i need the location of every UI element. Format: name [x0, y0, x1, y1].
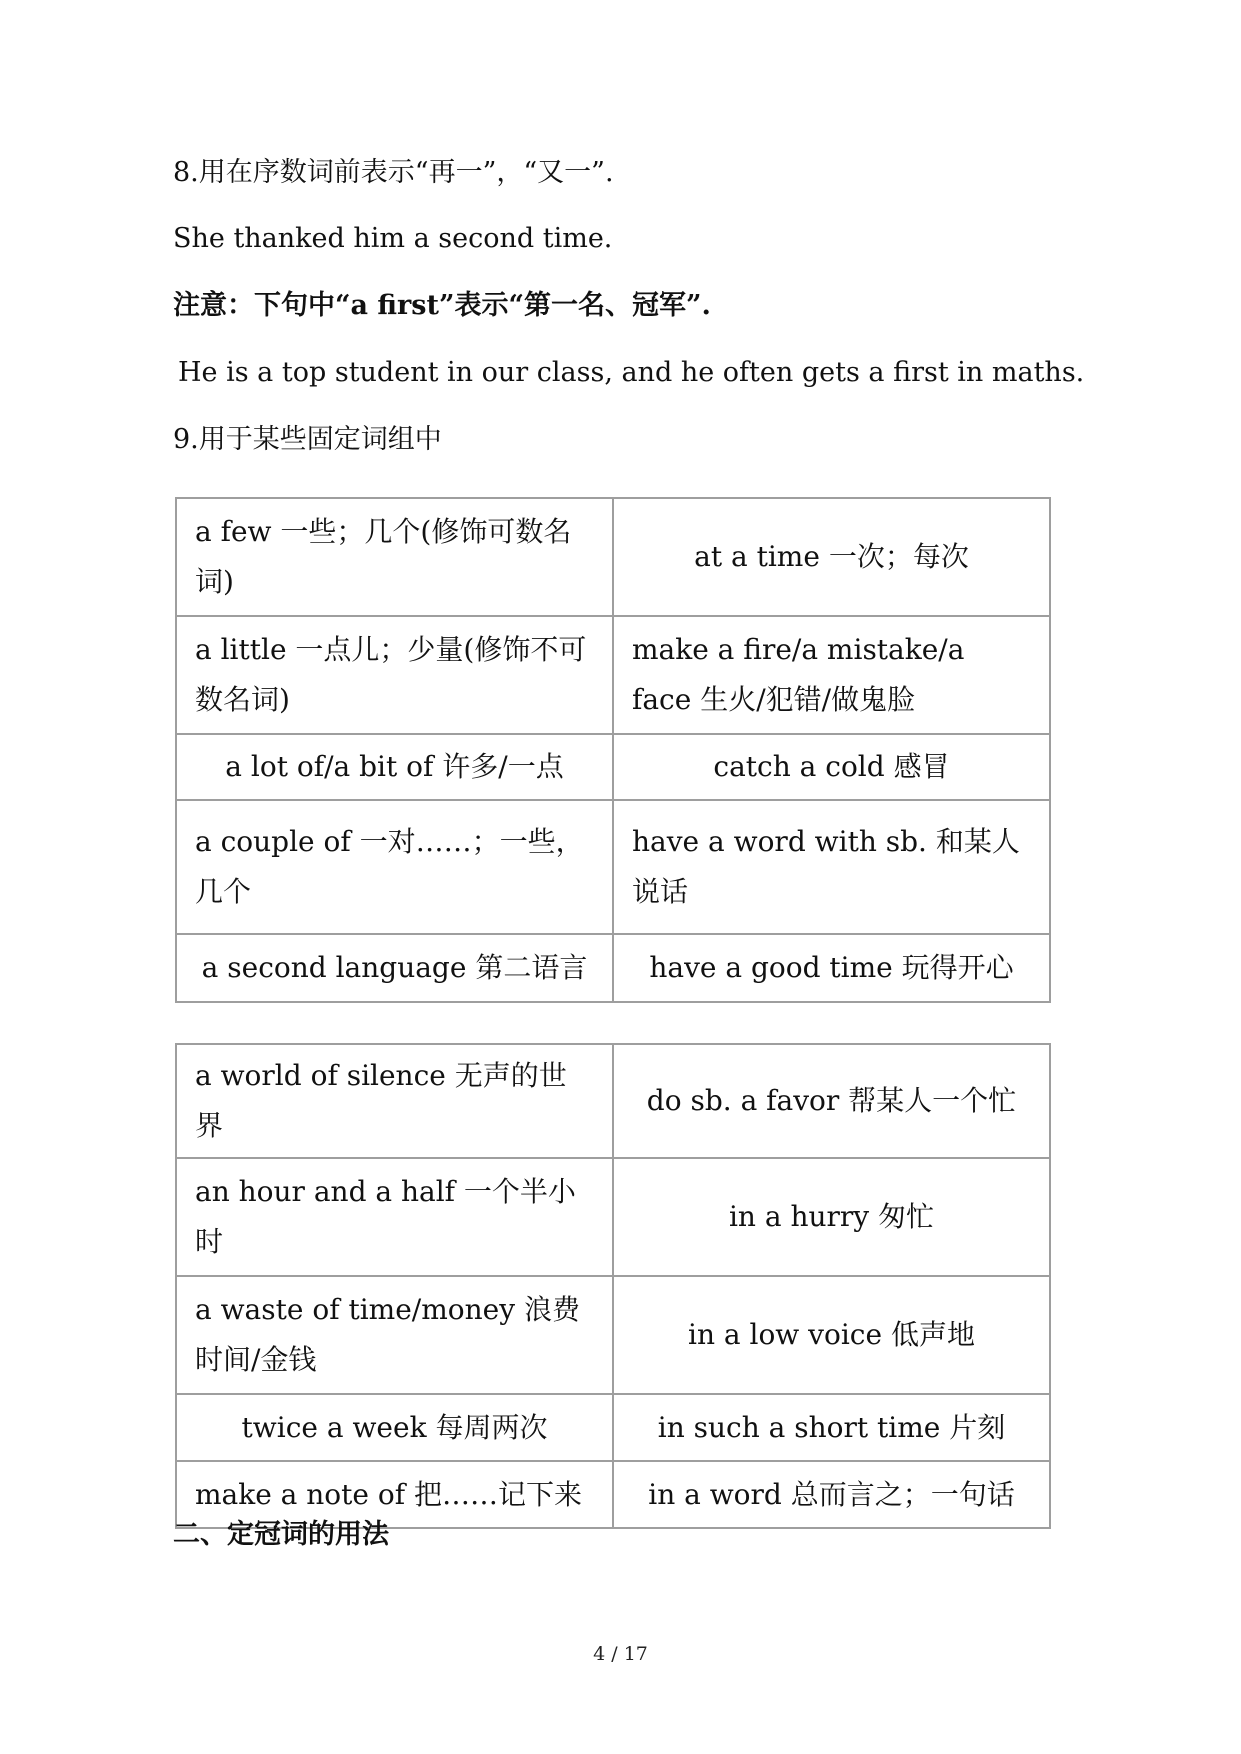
table-row: [176, 934, 1050, 1002]
table-cell: make a note of 把……记下来: [176, 1461, 613, 1528]
table-cell: a little 一点儿；少量(修饰不可数名词): [176, 616, 613, 734]
table-cell: do sb. a favor 帮某人一个忙: [613, 1044, 1050, 1158]
table-cell: have a word with sb. 和某人说话: [613, 800, 1050, 934]
note-example: He is a top student in our class, and he often gets a first in maths.: [178, 357, 1085, 388]
phrase-table-1: [175, 497, 1051, 1003]
table-row: [176, 616, 1050, 734]
table-cell: a couple of 一对……；一些，几个: [176, 800, 613, 934]
table-cell: in such a short time 片刻: [613, 1394, 1050, 1461]
table-row: [176, 1044, 1050, 1158]
table-row: [176, 800, 1050, 934]
table-cell: twice a week 每周两次: [176, 1394, 613, 1461]
section-8-heading: 8.用在序数词前表示“再一”，“又一”.: [173, 157, 614, 188]
section-8-example: She thanked him a second time.: [173, 223, 613, 254]
table-cell: a few 一些；几个(修饰可数名词): [176, 498, 613, 616]
table-row: [176, 1158, 1050, 1276]
table-row: [176, 734, 1050, 800]
table-cell: in a word 总而言之；一句话: [613, 1461, 1050, 1528]
table-cell: a world of silence 无声的世界: [176, 1044, 613, 1158]
table-cell: catch a cold 感冒: [613, 734, 1050, 800]
phrase-table-2: [175, 1043, 1051, 1529]
table-cell: in a hurry 匆忙: [613, 1158, 1050, 1276]
section-9-heading: 9.用于某些固定词组中: [173, 424, 442, 455]
note-text: 注意：下句中“a first”表示“第一名、冠军”.: [173, 290, 711, 321]
table-row: [176, 1276, 1050, 1394]
table-cell: make a fire/a mistake/a face 生火/犯错/做鬼脸: [613, 616, 1050, 734]
table-cell: an hour and a half 一个半小时: [176, 1158, 613, 1276]
table-row: [176, 1394, 1050, 1461]
table-cell: at a time 一次；每次: [613, 498, 1050, 616]
table-cell: a waste of time/money 浪费时间/金钱: [176, 1276, 613, 1394]
table-cell: have a good time 玩得开心: [613, 934, 1050, 1002]
table-row: [176, 498, 1050, 616]
table-cell: a second language 第二语言: [176, 934, 613, 1002]
table-cell: a lot of/a bit of 许多/一点: [176, 734, 613, 800]
page-number: 4 / 17: [593, 1643, 648, 1665]
table-cell: in a low voice 低声地: [613, 1276, 1050, 1394]
section-2-heading: 二、定冠词的用法: [173, 1519, 389, 1550]
